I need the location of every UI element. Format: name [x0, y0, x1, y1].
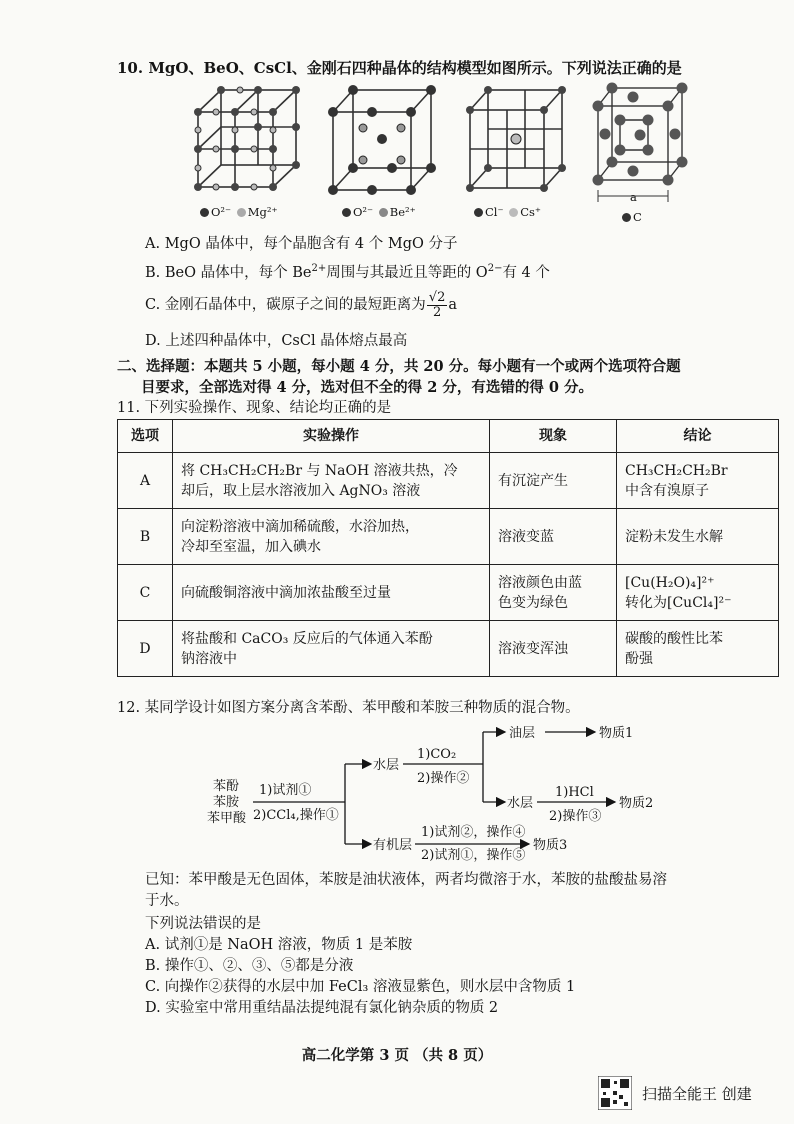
- flow-hcl-step: 1)HCl: [555, 785, 594, 800]
- flow-oil-layer: 油层: [509, 726, 536, 741]
- oxide-ion-icon: [200, 208, 209, 217]
- q12-option-b: B. 操作①、②、③、⑤都是分液: [145, 958, 354, 974]
- header-conclusion: 结论: [617, 420, 779, 453]
- flow-mix-benzoic-acid: 苯甲酸: [207, 811, 247, 826]
- diamond-crystal-figure: [590, 80, 690, 210]
- mgo-crystal-figure: [188, 82, 306, 197]
- flow-product-1: 物质1: [599, 726, 634, 741]
- table-row: B 向淀粉溶液中滴加稀硫酸，水浴加热， 冷却至室温，加入碘水 溶液变蓝 淀粉未发生水解: [118, 509, 779, 565]
- magnesium-ion-icon: [237, 208, 246, 217]
- oxide-ion-icon: [342, 208, 351, 217]
- table-row: D 将盐酸和 CaCO₃ 反应后的气体通入苯酚 钠溶液中 溶液变浑浊 碳酸的酸性比苯 酚强: [118, 621, 779, 677]
- table-header-row: [118, 420, 779, 453]
- flow-organic-layer: 有机层: [373, 838, 413, 853]
- flow-step1b: 2)CCl₄,操作①: [253, 808, 339, 823]
- flow-reagent2-step: 1)试剂②，操作④: [421, 825, 526, 840]
- cscl-legend: Cl⁻ Cs⁺: [472, 205, 541, 219]
- q12-question: 下列说法错误的是: [145, 916, 261, 932]
- q10-option-b: B. BeO 晶体中，每个 $Be^{2+}$周围与其最近且等距的 $O^{2-}$有 4 个: [145, 263, 550, 281]
- q10-option-a: A. MgO 晶体中，每个晶胞含有 4 个 MgO 分子: [145, 236, 458, 252]
- chloride-ion-icon: [474, 208, 483, 217]
- flow-product-3: 物质3: [533, 838, 568, 853]
- q12-known-line1: 已知：苯甲酸是无色固体，苯胺是油状液体，两者均微溶于水，苯胺的盐酸盐易溶: [145, 872, 667, 888]
- q10-option-c: C. 金刚石晶体中，碳原子之间的最短距离为 $\frac{√2}{2}$ a: [145, 289, 458, 320]
- section2-line2: 目要求，全部选对得 4 分，选对但不全的得 2 分，有选错的得 0 分。: [141, 379, 594, 396]
- header-operation: 实验操作: [173, 420, 490, 453]
- q12-stem: 12. 某同学设计如图方案分离含苯酚、苯甲酸和苯胺三种物质的混合物。: [117, 700, 580, 716]
- flow-mix-phenol: 苯酚: [213, 779, 240, 794]
- q12-known-line2: 于水。: [145, 893, 189, 909]
- diamond-legend: C: [620, 210, 642, 224]
- flow-product-2: 物质2: [619, 796, 654, 811]
- flow-step1a: 1)试剂①: [259, 783, 312, 798]
- flow-water-layer: 水层: [373, 758, 400, 773]
- qr-code-icon: [598, 1076, 632, 1110]
- experiment-table: [117, 419, 779, 677]
- flow-mix-aniline: 苯胺: [213, 795, 240, 810]
- carbon-atom-icon: [622, 213, 631, 222]
- header-phenomenon: 现象: [490, 420, 617, 453]
- flow-reagent1-step: 2)试剂①，操作⑤: [421, 848, 526, 863]
- page-footer: 高二化学第 3 页 （共 8 页）: [301, 1047, 493, 1064]
- scanner-watermark: 扫描全能王 创建: [642, 1085, 752, 1103]
- q12-option-d: D. 实验室中常用重结晶法提纯混有氯化钠杂质的物质 2: [145, 1000, 499, 1016]
- flow-op2-step: 2)操作②: [417, 771, 470, 786]
- flow-op3-step: 2)操作③: [549, 809, 602, 824]
- cesium-ion-icon: [509, 208, 518, 217]
- q10-option-d: D. 上述四种晶体中，CsCl 晶体熔点最高: [145, 333, 408, 349]
- beryllium-ion-icon: [379, 208, 388, 217]
- header-option: 选项: [118, 420, 173, 453]
- section2-line1: 二、选择题：本题共 5 小题，每小题 4 分，共 20 分。每小题有一个或两个选项符合题: [117, 358, 681, 375]
- q12-option-c: C. 向操作②获得的水层中加 FeCl₃ 溶液显紫色，则水层中含物质 1: [145, 979, 576, 995]
- q11-stem: 11. 下列实验操作、现象、结论均正确的是: [117, 400, 392, 416]
- beo-crystal-figure: [325, 82, 437, 197]
- q10-stem: 10. MgO、BeO、CsCl、金刚石四种晶体的结构模型如图所示。下列说法正确的是: [117, 59, 682, 77]
- mgo-legend: O²⁻ Mg²⁺: [198, 205, 278, 219]
- beo-legend: O²⁻ Be²⁺: [340, 205, 416, 219]
- sqrt2-over-2-fraction: $\frac{√2}{2}$: [428, 289, 446, 320]
- q12-option-a: A. 试剂①是 NaOH 溶液，物质 1 是苯胺: [145, 937, 413, 953]
- separation-flowchart: [195, 722, 715, 864]
- table-row: C 向硫酸铜溶液中滴加浓盐酸至过量 溶液颜色由蓝 色变为绿色 [Cu(H₂O)₄]²⁺ 转化为[CuCl₄]²⁻: [118, 565, 779, 621]
- flow-co2-step: 1)CO₂: [417, 747, 457, 762]
- diamond-edge-label: a: [630, 190, 637, 204]
- table-row: A 将 CH₃CH₂CH₂Br 与 NaOH 溶液共热，冷 却后，取上层水溶液加入 AgNO₃ 溶液 有沉淀产生 CH₃CH₂CH₂Br 中含有溴原子: [118, 453, 779, 509]
- flow-water-layer-2: 水层: [507, 796, 534, 811]
- cscl-crystal-figure: [462, 82, 567, 197]
